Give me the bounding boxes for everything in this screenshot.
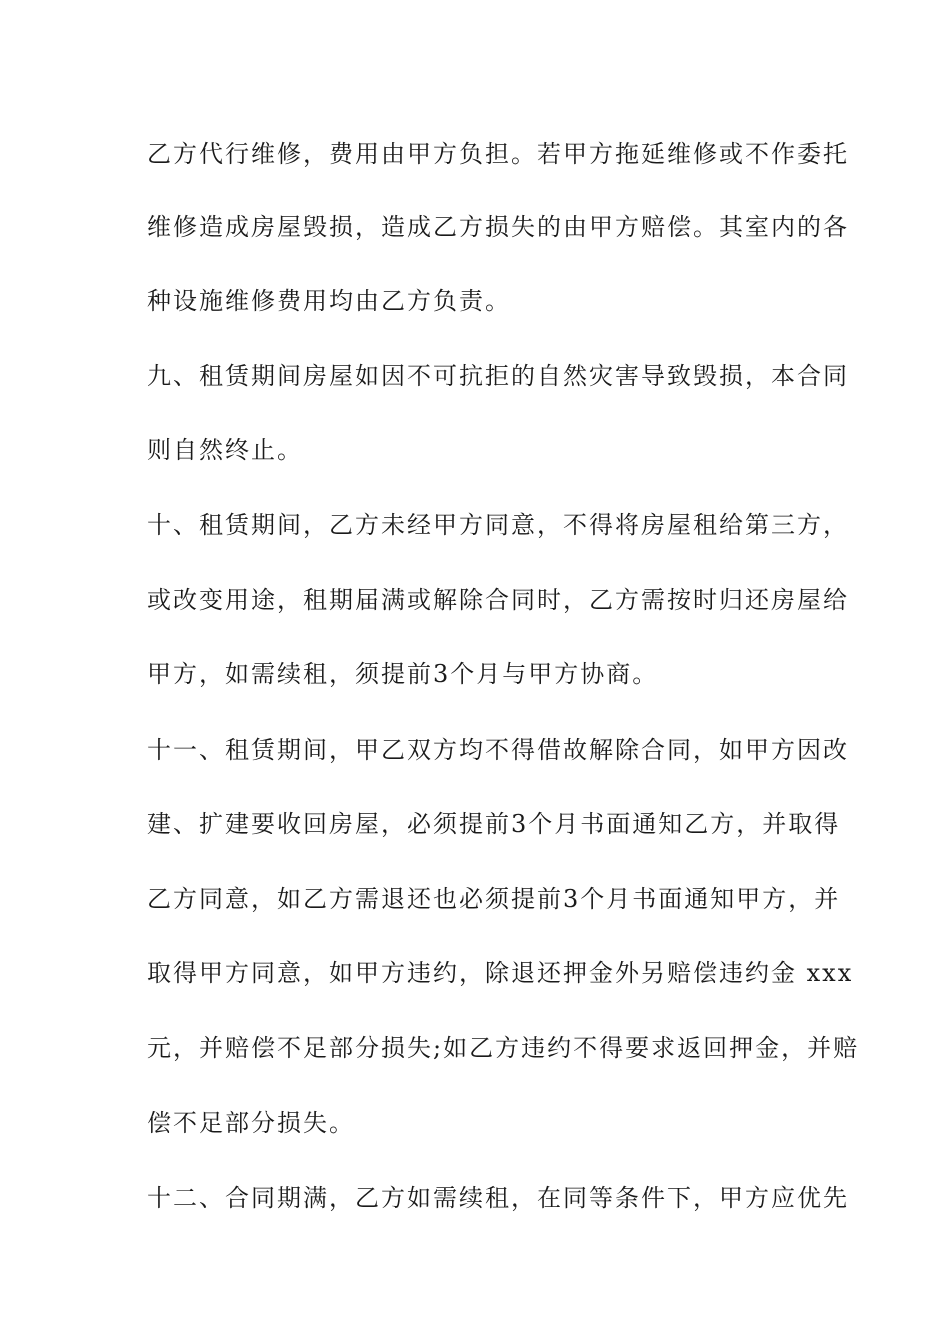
- text-line: 取得甲方同意，如甲方违约，除退还押金外另赔偿违约金 xxx: [147, 959, 854, 987]
- text-line: 十、租赁期间，乙方未经甲方同意，不得将房屋租给第三方，: [147, 511, 849, 539]
- text-line: 则自然终止。: [147, 436, 303, 464]
- text-line: 元，并赔偿不足部分损失;如乙方违约不得要求返回押金，并赔: [147, 1034, 860, 1062]
- text-line: 乙方同意，如乙方需退还也必须提前3个月书面通知甲方，并: [147, 885, 841, 913]
- text-line: 种设施维修费用均由乙方负责。: [147, 287, 511, 315]
- text-line: 甲方，如需续租，须提前3个月与甲方协商。: [147, 660, 659, 688]
- text-line: 十一、租赁期间，甲乙双方均不得借故解除合同，如甲方因改: [147, 736, 849, 764]
- text-line: 或改变用途，租期届满或解除合同时，乙方需按时归还房屋给: [147, 586, 849, 614]
- text-line: 十二、合同期满，乙方如需续租，在同等条件下，甲方应优先: [147, 1184, 849, 1212]
- text-line: 乙方代行维修，费用由甲方负担。若甲方拖延维修或不作委托: [147, 140, 849, 168]
- text-line: 偿不足部分损失。: [147, 1109, 355, 1137]
- text-line: 维修造成房屋毁损，造成乙方损失的由甲方赔偿。其室内的各: [147, 213, 849, 241]
- text-line: 九、租赁期间房屋如因不可抗拒的自然灾害导致毁损，本合同: [147, 362, 849, 390]
- text-line: 建、扩建要收回房屋，必须提前3个月书面通知乙方，并取得: [147, 810, 841, 838]
